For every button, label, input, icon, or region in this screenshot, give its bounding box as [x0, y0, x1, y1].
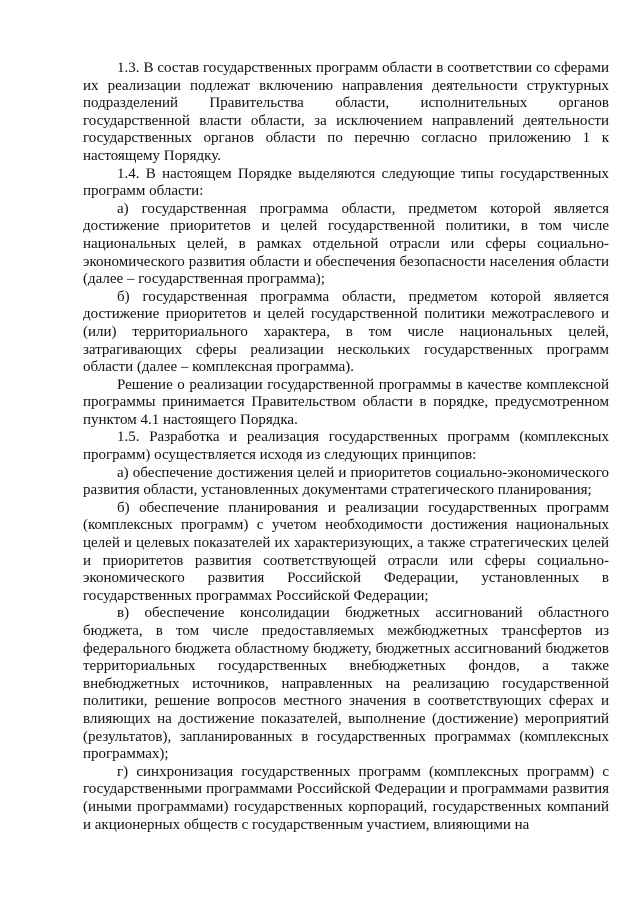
paragraph-1-5-v: в) обеспечение консолидации бюджетных ассигнований областного бюджета, в том числе предоставляемых межбюджетных трансфертов из федерального бюджета областному бюджету, бюджетных ассигнований бюджетов территориальных государственных внебюджетных фондов, а также внебюджетных источников, направленных на реализацию государственной политики, решение вопросов местного значения в соответствующих сферах и влияющих на достижение показателей, выполнение (достижение) мероприятий (результатов), запланированных в государственных программах (комплексных программах); — [83, 605, 609, 763]
paragraph-1-5: 1.5. Разработка и реализация государственных программ (комплексных программ) осуществляется исходя из следующих принципов: — [83, 429, 609, 464]
paragraph-decision: Решение о реализации государственной программы в качестве комплексной программы принимается Правительством области в порядке, предусмотренном пунктом 4.1 настоящего Порядка. — [83, 376, 609, 428]
paragraph-1-4: 1.4. В настоящем Порядке выделяются следующие типы государственных программ области: — [83, 165, 609, 200]
paragraph-1-5-g: г) синхронизация государственных программ (комплексных программ) с государственными программами Российской Федерации и программами развития (иными программами) государственных корпораций, государственных компаний и акционерных обществ с государственным участием, влияющими на — [83, 763, 609, 833]
paragraph-1-5-a: а) обеспечение достижения целей и приоритетов социально-экономического развития области, установленных документами стратегического планирования; — [83, 464, 609, 499]
paragraph-1-5-b: б) обеспечение планирования и реализации государственных программ (комплексных программ) с учетом необходимости достижения национальных целей и целевых показателей их характеризующих, а также стратегических целей и приоритетов развития соответствующей отрасли или сферы социально-экономического развития Российской Федерации, установленных в государственных программах Российской Федерации; — [83, 499, 609, 604]
document-page — [83, 60, 609, 834]
paragraph-1-4-a: а) государственная программа области, предметом которой является достижение приоритетов и целей государственной политики, в том числе национальных целей, в рамках отдельной отрасли или сферы социально-экономического развития области и обеспечения безопасности населения области (далее – государственная программа); — [83, 200, 609, 288]
paragraph-1-4-b: б) государственная программа области, предметом которой является достижение приоритетов и целей государственной политики межотраслевого и (или) территориального характера, в том числе национальных целей, затрагивающих сферы реализации нескольких государственных программ области (далее – комплексная программа). — [83, 288, 609, 376]
paragraph-1-3: 1.3. В состав государственных программ области в соответствии со сферами их реализации подлежат включению направления деятельности структурных подразделений Правительства области, исполнительных органов государственной власти области, за исключением направлений деятельности государственных органов области по перечню согласно приложению 1 к настоящему Порядку. — [83, 60, 609, 164]
